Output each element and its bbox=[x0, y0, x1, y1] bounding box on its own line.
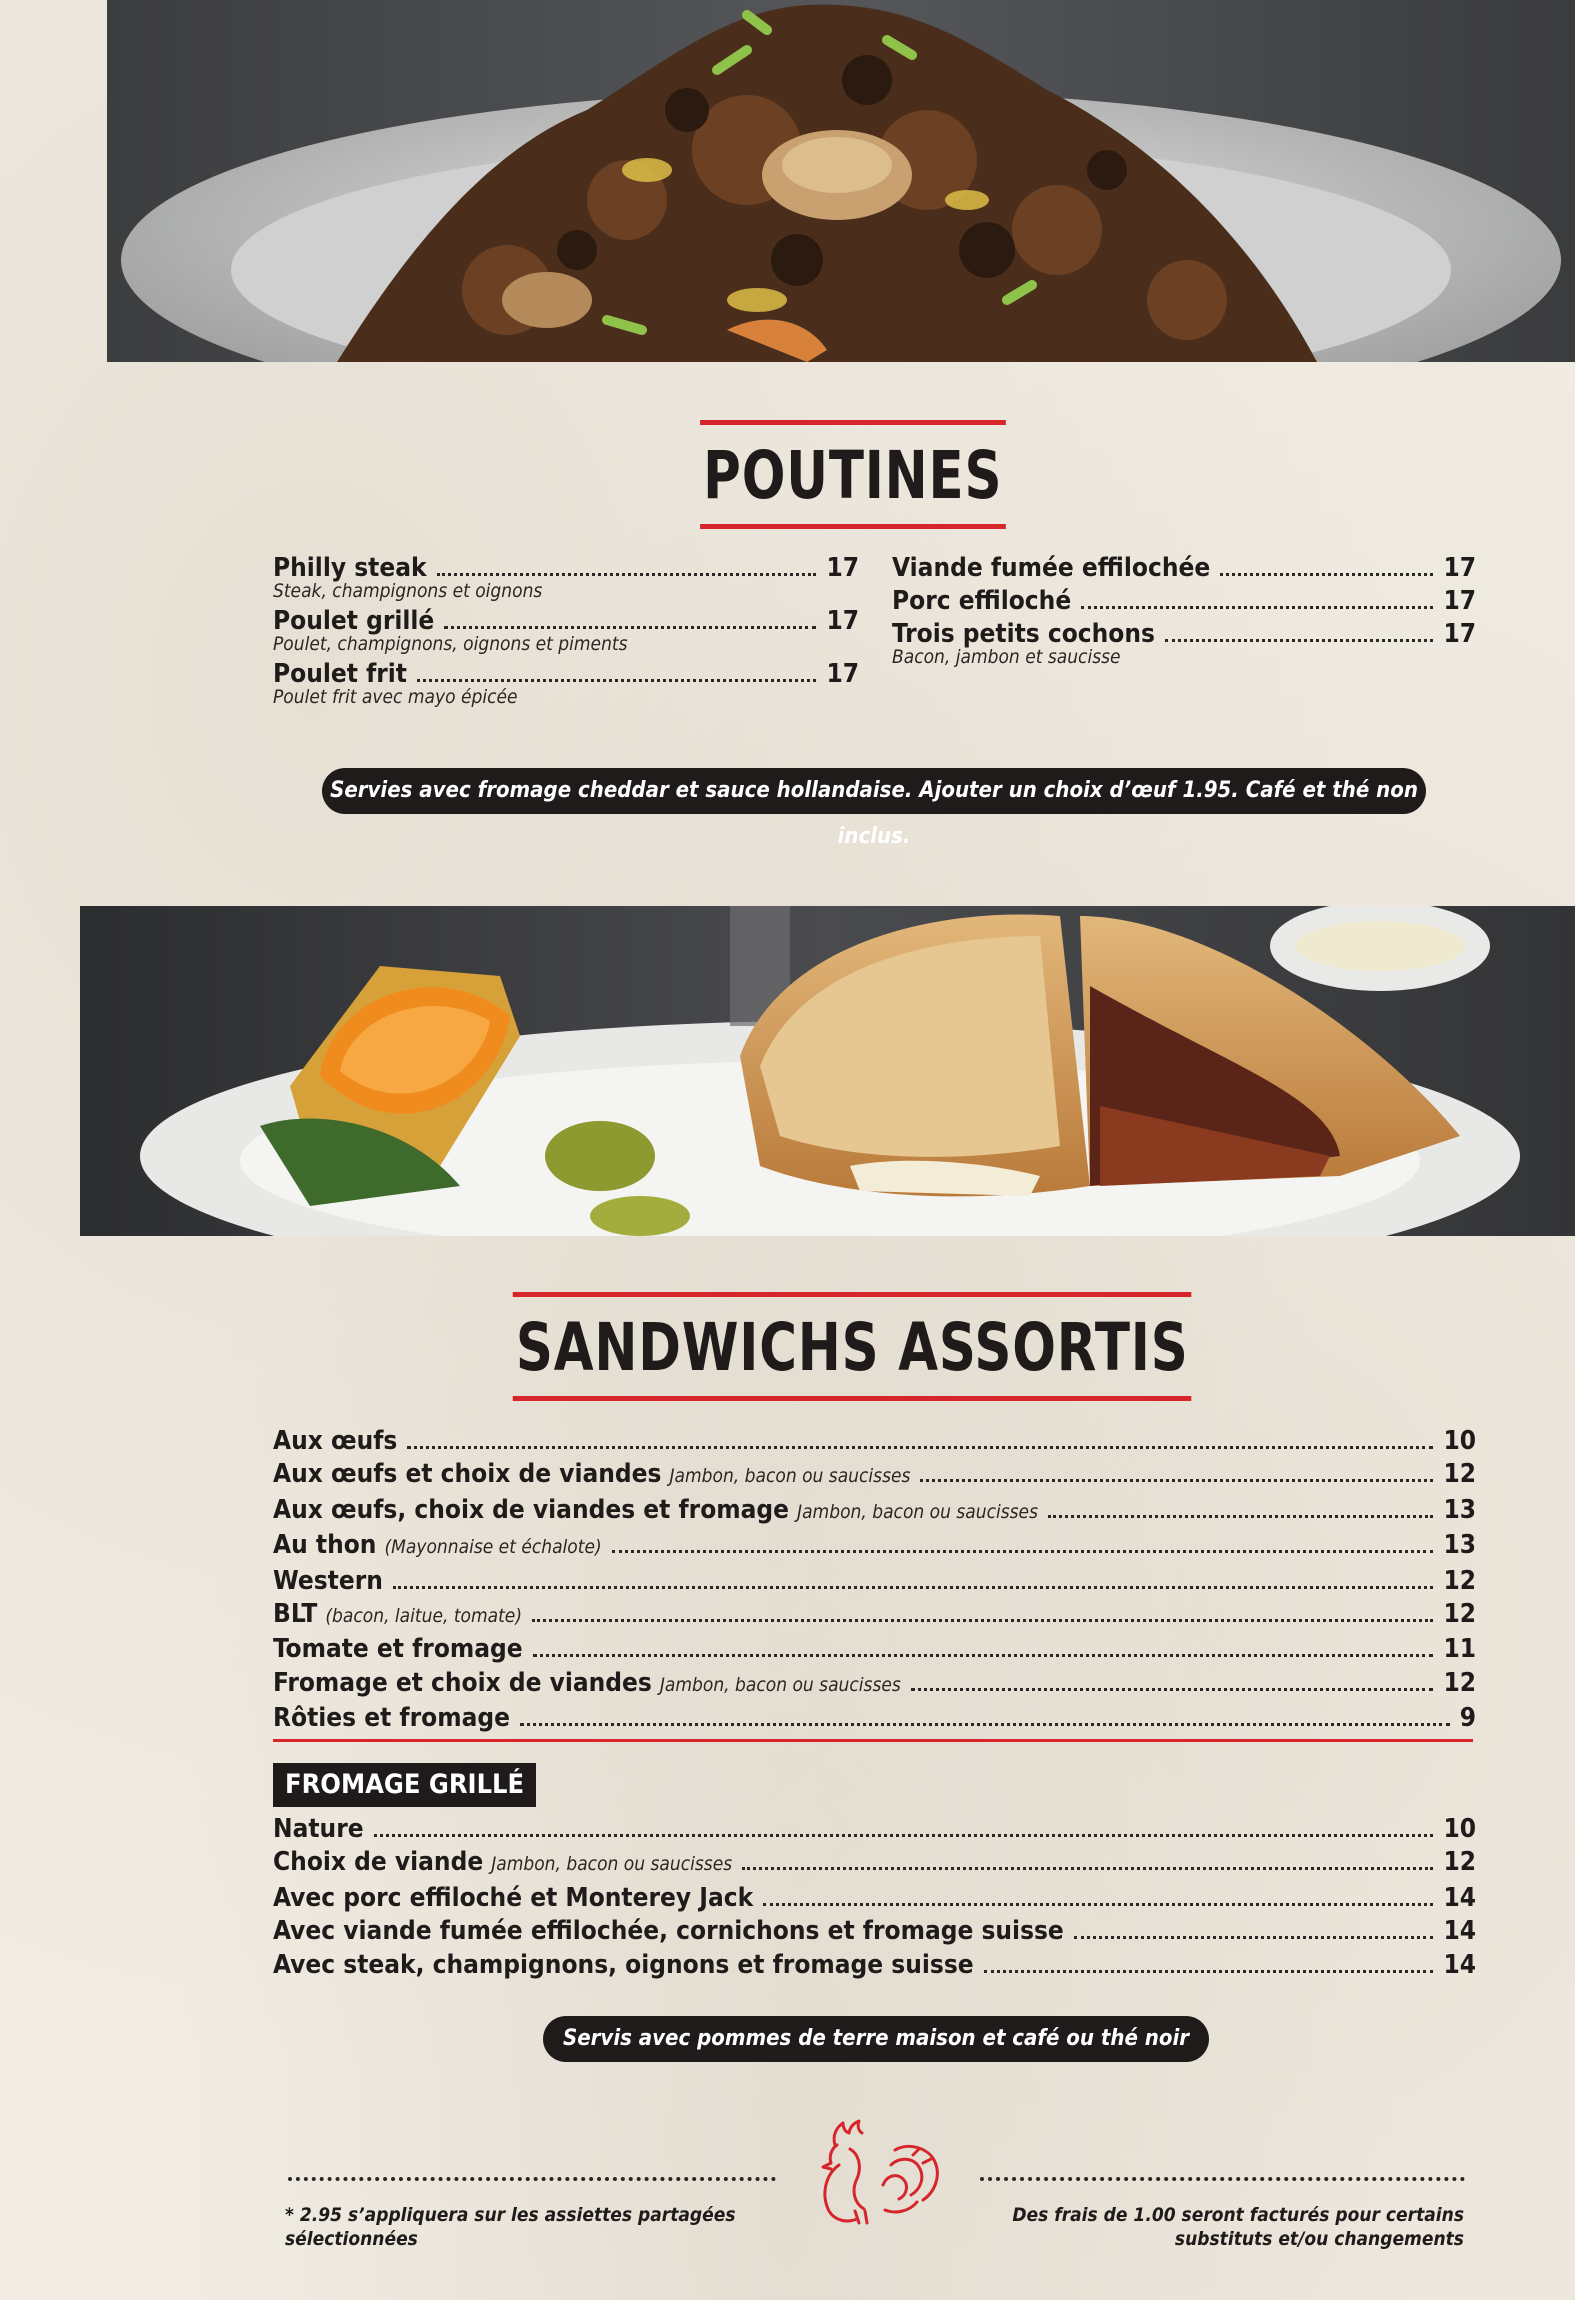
item-name: Poulet frit bbox=[273, 659, 407, 689]
leader-dots bbox=[920, 1479, 1433, 1482]
item-description: Bacon, jambon et saucisse bbox=[892, 646, 1121, 668]
poutine-photo bbox=[107, 0, 1575, 362]
menu-item bbox=[273, 1949, 1476, 1982]
item-name: Philly steak bbox=[273, 553, 427, 583]
item-price: 12 bbox=[1443, 1667, 1476, 1698]
menu-item bbox=[273, 552, 859, 602]
item-price: 17 bbox=[826, 553, 859, 583]
leader-dots bbox=[612, 1550, 1434, 1553]
menu-item bbox=[892, 618, 1476, 668]
item-price: 14 bbox=[1443, 1882, 1476, 1913]
leader-dots bbox=[1074, 1936, 1434, 1939]
poutines-title-wrap bbox=[0, 420, 1575, 529]
menu-item bbox=[892, 585, 1476, 618]
item-price: 12 bbox=[1443, 1459, 1476, 1490]
item-price: 17 bbox=[1443, 619, 1476, 649]
menu-item bbox=[273, 1882, 1476, 1915]
item-price: 17 bbox=[826, 606, 859, 636]
item-price: 17 bbox=[826, 659, 859, 689]
leader-dots bbox=[533, 1654, 1434, 1657]
item-name: Aux œufs et choix de viandes bbox=[273, 1459, 662, 1490]
leader-dots bbox=[374, 1834, 1434, 1837]
item-price: 9 bbox=[1459, 1703, 1476, 1734]
leader-dots bbox=[1165, 639, 1433, 642]
leader-dots bbox=[417, 679, 816, 682]
footer-dotted-rule-right bbox=[980, 2177, 1465, 2181]
item-description: Steak, champignons et oignons bbox=[273, 580, 543, 602]
item-price: 14 bbox=[1443, 1949, 1476, 1980]
fromage-grille-header: FROMAGE GRILLÉ bbox=[273, 1763, 536, 1807]
menu-item bbox=[273, 1598, 1476, 1633]
item-detail: Jambon, bacon ou saucisses bbox=[797, 1500, 1038, 1523]
sandwich-photo bbox=[80, 906, 1575, 1236]
item-detail: Jambon, bacon ou saucisses bbox=[659, 1673, 901, 1696]
menu-item bbox=[273, 658, 859, 708]
item-description: Poulet frit avec mayo épicée bbox=[273, 686, 518, 708]
footer-dotted-rule-left bbox=[288, 2177, 776, 2181]
menu-item bbox=[273, 1667, 1476, 1702]
item-detail: Jambon, bacon ou saucisses bbox=[669, 1465, 911, 1488]
item-name: Au thon bbox=[273, 1530, 377, 1561]
leader-dots bbox=[984, 1970, 1434, 1973]
menu-item bbox=[273, 605, 859, 655]
poutines-note: Servies avec fromage cheddar et sauce hollandaise. Ajouter un choix d’œuf 1.95. Café et thé non inclus. bbox=[322, 768, 1426, 814]
leader-dots bbox=[763, 1903, 1433, 1906]
menu-item bbox=[273, 1458, 1476, 1493]
menu-item bbox=[273, 1846, 1476, 1881]
leader-dots bbox=[407, 1446, 1433, 1449]
item-name: Avec steak, champignons, oignons et fromage suisse bbox=[273, 1949, 974, 1980]
item-detail: Jambon, bacon ou saucisses bbox=[491, 1853, 733, 1876]
leader-dots bbox=[1220, 573, 1433, 576]
item-price: 10 bbox=[1443, 1814, 1476, 1844]
poutine-right-column bbox=[892, 552, 1476, 671]
item-name: Porc effiloché bbox=[892, 586, 1072, 616]
menu-item bbox=[273, 1813, 1476, 1846]
item-price: 13 bbox=[1443, 1494, 1476, 1525]
item-description: Poulet, champignons, oignons et piments bbox=[273, 633, 628, 655]
sandwich-list bbox=[273, 1425, 1476, 1736]
item-name: Rôties et fromage bbox=[273, 1703, 510, 1734]
leader-dots bbox=[444, 626, 816, 629]
sandwichs-title: SANDWICHS ASSORTIS bbox=[513, 1292, 1192, 1401]
item-name: Nature bbox=[273, 1814, 364, 1844]
leader-dots bbox=[532, 1619, 1433, 1622]
menu-item bbox=[273, 1633, 1476, 1666]
item-detail: (bacon, laitue, tomate) bbox=[325, 1605, 522, 1628]
item-name: Aux œufs, choix de viandes et fromage bbox=[273, 1494, 790, 1525]
item-name: Trois petits cochons bbox=[892, 619, 1155, 649]
item-name: BLT bbox=[273, 1599, 318, 1630]
leader-dots bbox=[520, 1723, 1450, 1726]
item-price: 11 bbox=[1443, 1634, 1476, 1665]
section-divider bbox=[273, 1739, 1473, 1742]
item-price: 13 bbox=[1443, 1530, 1476, 1561]
footnote-shared-plates: * 2.95 s’appliquera sur les assiettes partagées sélectionnées bbox=[285, 2204, 736, 2250]
sandwichs-note: Servis avec pommes de terre maison et café ou thé noir bbox=[543, 2016, 1209, 2062]
menu-item bbox=[273, 1915, 1476, 1948]
poutine-left-column bbox=[273, 552, 859, 711]
item-name: Avec viande fumée effilochée, cornichons et fromage suisse bbox=[273, 1916, 1064, 1947]
rooster-icon bbox=[795, 2115, 955, 2229]
item-price: 10 bbox=[1443, 1426, 1476, 1456]
leader-dots bbox=[1048, 1515, 1433, 1518]
item-name: Aux œufs bbox=[273, 1426, 398, 1456]
item-price: 17 bbox=[1443, 586, 1476, 616]
item-detail: (Mayonnaise et échalote) bbox=[384, 1536, 602, 1559]
item-price: 12 bbox=[1443, 1565, 1476, 1596]
menu-item bbox=[273, 1702, 1476, 1735]
item-name: Western bbox=[273, 1565, 383, 1596]
leader-dots bbox=[1081, 606, 1433, 609]
leader-dots bbox=[911, 1688, 1434, 1691]
menu-item bbox=[273, 1565, 1476, 1598]
fromage-grille-list bbox=[273, 1813, 1476, 1982]
item-name: Choix de viande bbox=[273, 1847, 484, 1878]
item-name: Poulet grillé bbox=[273, 606, 435, 636]
leader-dots bbox=[437, 573, 817, 576]
footnote-substitution-fee: Des frais de 1.00 seront facturés pour certains substituts et/ou changements bbox=[1012, 2204, 1464, 2250]
menu-item bbox=[273, 1494, 1476, 1529]
item-price: 17 bbox=[1443, 553, 1476, 583]
item-name: Tomate et fromage bbox=[273, 1634, 523, 1665]
menu-item bbox=[273, 1425, 1476, 1458]
item-price: 12 bbox=[1443, 1599, 1476, 1630]
item-name: Avec porc effiloché et Monterey Jack bbox=[273, 1882, 754, 1913]
menu-item bbox=[892, 552, 1476, 585]
item-price: 12 bbox=[1443, 1847, 1476, 1878]
poutines-title: POUTINES bbox=[700, 420, 1005, 529]
item-name: Fromage et choix de viandes bbox=[273, 1667, 652, 1698]
menu-item bbox=[273, 1529, 1476, 1564]
item-price: 14 bbox=[1443, 1916, 1476, 1947]
item-name: Viande fumée effilochée bbox=[892, 553, 1211, 583]
leader-dots bbox=[393, 1586, 1434, 1589]
sandwichs-title-wrap bbox=[0, 1292, 1575, 1401]
leader-dots bbox=[742, 1867, 1433, 1870]
